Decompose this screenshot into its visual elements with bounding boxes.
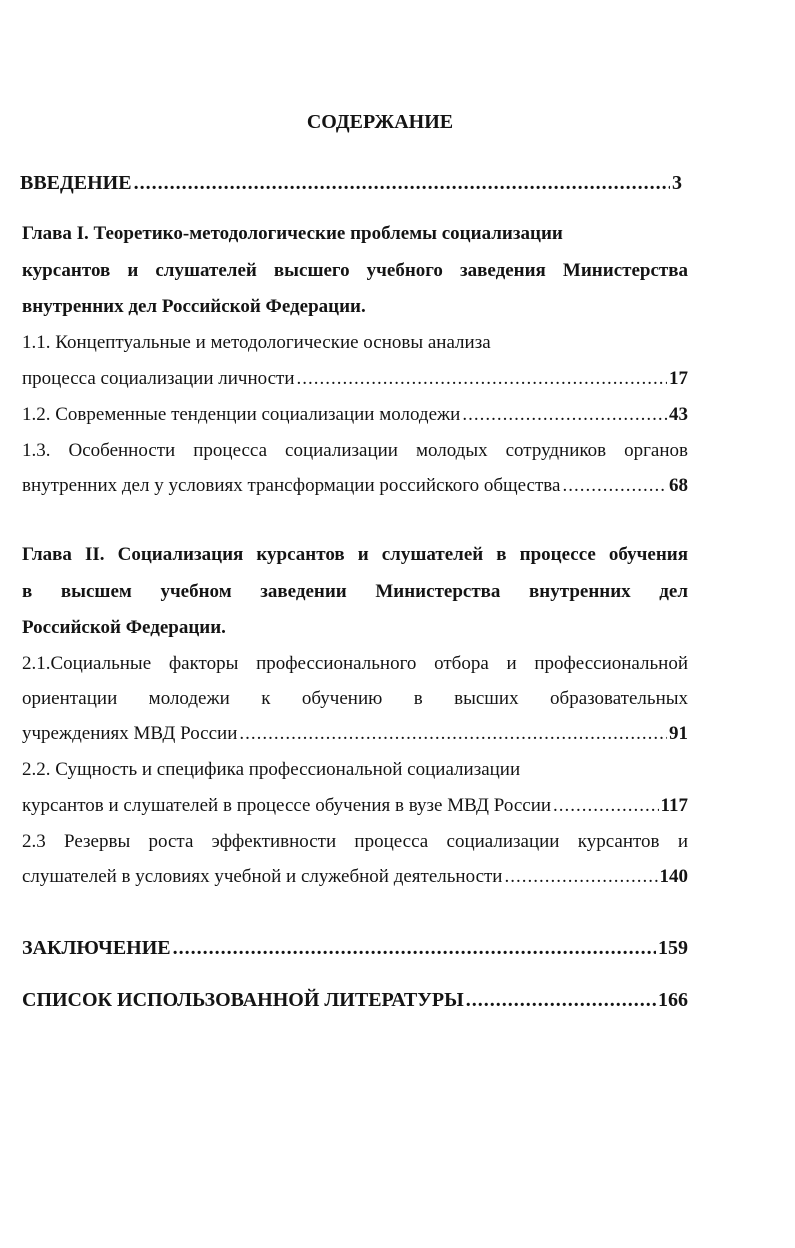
toc-entry-label: 1.2. Современные тенденции социализации молодежи <box>22 404 461 425</box>
toc-entry-label: курсантов и слушателей в процессе обучения в вузе МВД России <box>22 795 552 816</box>
dot-leader <box>134 171 670 195</box>
chapter-heading: курсантов и слушателей высшего учебного заведения Министерства <box>22 260 688 281</box>
chapter-heading: Российской Федерации. <box>22 617 226 638</box>
toc-entry-text: ориентации молодежи к обучению в высших образовательных <box>22 688 688 709</box>
dot-leader <box>462 403 667 427</box>
chapter-heading: Глава I. Теоретико-методологические проблемы социализации <box>22 223 563 244</box>
page-title: СОДЕРЖАНИЕ <box>306 111 454 133</box>
toc-entry-1-1[interactable] <box>22 367 688 391</box>
chapter-heading: внутренних дел Российской Федерации. <box>22 296 366 317</box>
toc-entry-label: внутренних дел у условиях трансформации российского общества <box>22 475 561 496</box>
dot-leader <box>297 367 668 391</box>
toc-entry-label: учреждениях МВД России <box>22 723 238 744</box>
toc-entry-1-3[interactable] <box>22 474 688 498</box>
chapter-heading: Глава II. Социализация курсантов и слушателей в процессе обучения <box>22 544 688 565</box>
toc-entry-text: 2.1.Социальные факторы профессионального отбора и профессиональной <box>22 653 688 674</box>
toc-entry-1-2[interactable] <box>22 403 688 427</box>
toc-entry-text: 1.1. Концептуальные и методологические основы анализа <box>22 332 491 353</box>
dot-leader <box>466 988 656 1012</box>
toc-entry-label: слушателей в условиях учебной и служебной деятельности <box>22 866 503 887</box>
chapter-heading: в высшем учебном заведении Министерства внутренних дел <box>22 581 688 602</box>
toc-page-number: 68 <box>669 475 688 496</box>
toc-entry-conclusion[interactable] <box>22 936 688 960</box>
toc-page-number: 140 <box>659 866 688 887</box>
toc-entry-bibliography[interactable] <box>22 988 688 1012</box>
toc-entry-text: 1.3. Особенности процесса социализации молодых сотрудников органов <box>22 440 688 461</box>
toc-entry-2-2[interactable] <box>22 794 688 818</box>
toc-entry-text: 2.2. Сущность и специфика профессиональной социализации <box>22 759 521 780</box>
dot-leader <box>553 794 659 818</box>
dot-leader <box>504 865 657 889</box>
toc-entry-2-3[interactable] <box>22 865 688 889</box>
toc-page-number: 159 <box>658 937 688 959</box>
dot-leader <box>239 722 667 746</box>
toc-page-number: 3 <box>672 172 682 194</box>
toc-entry-label: процесса социализации личности <box>22 368 295 389</box>
toc-page-number: 91 <box>669 723 688 744</box>
toc-entry-label: СПИСОК ИСПОЛЬЗОВАННОЙ ЛИТЕРАТУРЫ <box>22 989 464 1011</box>
toc-page-number: 43 <box>669 404 688 425</box>
dot-leader <box>173 936 656 960</box>
dot-leader <box>562 474 667 498</box>
toc-page-number: 117 <box>660 795 688 816</box>
toc-page-number: 17 <box>669 368 688 389</box>
toc-entry-text: 2.3 Резервы роста эффективности процесса социализации курсантов и <box>22 831 688 852</box>
toc-page-number: 166 <box>658 989 688 1011</box>
toc-entry-label: ЗАКЛЮЧЕНИЕ <box>22 937 171 959</box>
toc-entry-label: ВВЕДЕНИЕ <box>20 172 132 194</box>
toc-entry-intro[interactable] <box>20 171 682 195</box>
toc-entry-2-1[interactable] <box>22 722 688 746</box>
